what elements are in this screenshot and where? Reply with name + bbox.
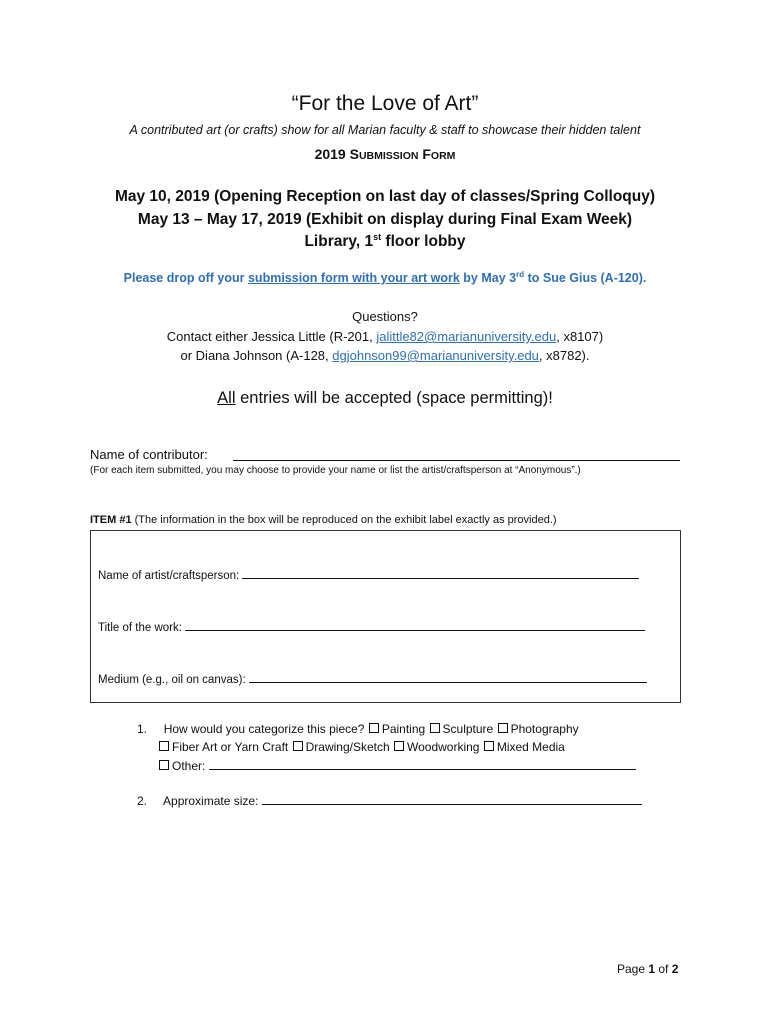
contributor-name-field[interactable] [233, 460, 680, 461]
questions-heading: Questions? [352, 309, 418, 324]
mixed-media-checkbox[interactable] [484, 741, 494, 751]
size-field[interactable] [262, 792, 642, 805]
acceptance-note: All entries will be accepted (space permitting)! [217, 389, 553, 407]
page-number: Page 1 of 2 [617, 962, 679, 976]
category-question: 1. How would you categorize this piece? Painting Sculpture Photography [137, 722, 579, 736]
form-orm: ORM [430, 150, 456, 162]
form-year: 2019 [314, 146, 346, 162]
form-title: “For the Love of Art” [291, 92, 479, 115]
opening-reception-date: May 10, 2019 (Opening Reception on last day of classes/Spring Colloquy) [114, 188, 656, 205]
medium-label: Medium (e.g., oil on canvas): [98, 674, 246, 686]
exhibit-location: Library, 1st floor lobby [304, 231, 466, 250]
title-label: Title of the work: [98, 622, 182, 634]
category-other-row: Other: [158, 757, 636, 773]
size-question: 2. Approximate size: [137, 792, 642, 808]
artist-name-field[interactable] [242, 566, 639, 579]
contributor-note: (For each item submitted, you may choose to provide your name or list the artist/craftsperson at “Anonymous”.) [90, 465, 581, 476]
contact-jessica: Contact either Jessica Little (R-201, jalittle82@marianuniversity.edu, x8107) [166, 329, 604, 344]
medium-row [98, 670, 647, 686]
form-f: F [422, 146, 431, 162]
exhibit-dates: May 13 – May 17, 2019 (Exhibit on display during Final Exam Week) [137, 211, 633, 228]
category-options-row2: Fiber Art or Yarn Craft Drawing/Sketch Woodworking Mixed Media [158, 740, 565, 754]
form-subtitle: A contributed art (or crafts) show for all Marian faculty & staff to showcase their hidden talent [129, 123, 641, 137]
contact-diana: or Diana Johnson (A-128, dgjohnson99@marianuniversity.edu, x8782). [180, 348, 590, 363]
email-link-jessica[interactable]: jalittle82@marianuniversity.edu [376, 329, 557, 344]
title-row [98, 618, 645, 634]
drawing-checkbox[interactable] [293, 741, 303, 751]
photography-checkbox[interactable] [498, 723, 508, 733]
item1-heading: ITEM #1 (The information in the box will be reproduced on the exhibit label exactly as provided.) [90, 514, 557, 526]
sculpture-checkbox[interactable] [430, 723, 440, 733]
email-link-diana[interactable]: dgjohnson99@marianuniversity.edu [332, 348, 539, 363]
form-ubmission: UBMISSION [358, 150, 419, 162]
other-field[interactable] [209, 757, 636, 770]
form-s: S [349, 146, 359, 162]
fiber-art-checkbox[interactable] [159, 741, 169, 751]
artist-name-row [98, 566, 639, 582]
artist-name-label: Name of artist/craftsperson: [98, 570, 240, 582]
submission-form-heading [0, 146, 770, 162]
painting-checkbox[interactable] [369, 723, 379, 733]
title-field[interactable] [185, 618, 645, 631]
contributor-name-label: Name of contributor: [90, 447, 208, 462]
other-checkbox[interactable] [159, 760, 169, 770]
woodworking-checkbox[interactable] [394, 741, 404, 751]
dropoff-instructions: Please drop off your submission form with your art work by May 3rd to Sue Gius (A-120). [123, 269, 647, 285]
medium-field[interactable] [249, 670, 647, 683]
